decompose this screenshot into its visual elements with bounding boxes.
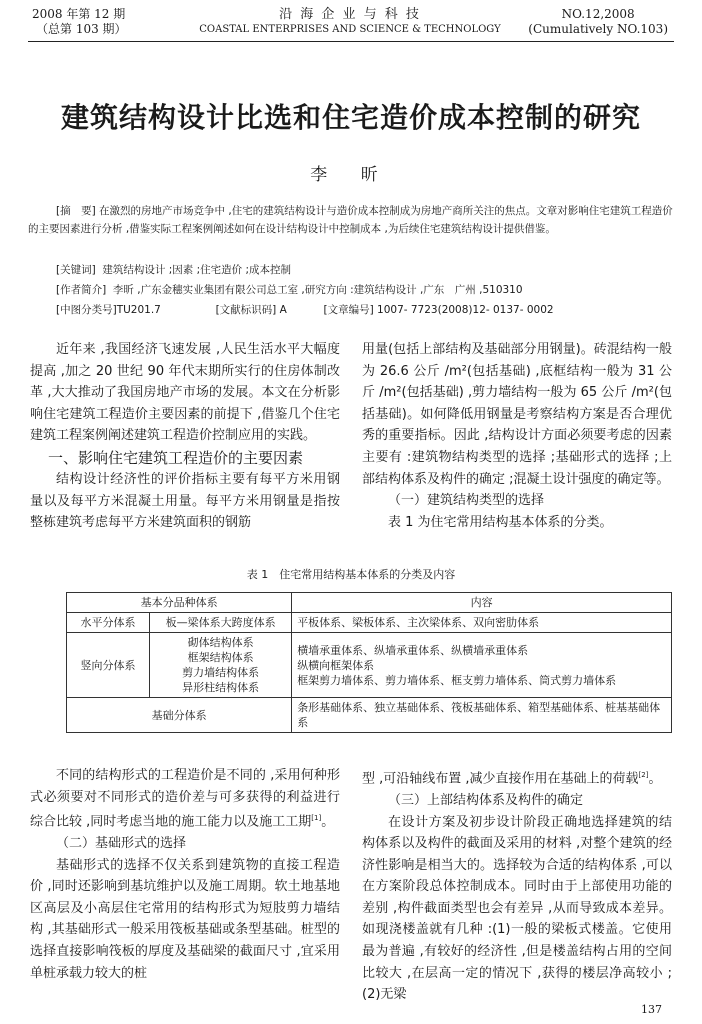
citation-1: [1] xyxy=(311,814,322,823)
abstract xyxy=(28,203,674,238)
intro-paragraph: 近年来 ,我国经济飞速发展 ,人民生活水平大幅度提高 ,加之 20 世纪 90 年代末期所实行的住房体制改革 ,大大推动了我国房地产市场的发展。本文在分析影响住宅建筑工程造价主要因素的前提下 ,借鉴几个住宅建筑工程案例阐述建筑工程造价控制应用的实践。 xyxy=(30,342,340,444)
paragraph: 表 1 为住宅常用结构基本体系的分类。 xyxy=(388,514,613,530)
left-column-top xyxy=(30,339,340,534)
table-row xyxy=(67,698,672,733)
table-header-row xyxy=(67,593,672,613)
paragraph: 在设计方案及初步设计阶段正确地选择建筑的结构体系以及构件的截面及采用的材料 ,对整个建筑的经济性影响是相当大的。选择较为合适的结构体系 ,可以在方案阶段总体控制成本。同时由于上部使用功能的差别 ,构件截面类型也会有差异 ,从而导致成本差异。如现浇楼盖就有几种 :(1)一般的梁板式楼盖。它使用最为普遍 ,有较好的经济性 ,但是楼盖结构占用的空间比较大 ,在层高一定的情况下 ,获得的楼层净高较小 ;(2)无梁 xyxy=(362,814,672,1003)
paragraph: 用量(包括上部结构及基础部分用钢量)。砖混结构一般为 26.6 公斤 /m²(包括基础) ,底框结构一般为 31 公斤 /m²(包括基础) ,剪力墙结构一般为 65 公斤 /m²(包括基础)。如何降低用钢量是考察结构方案是否合理优秀的重要指标。因此 ,结构设计方面必须要考虑的因素主要有 :建筑物结构类型的选择 ;基础形式的选择 ;上部结构体系及构件的确定 ;混凝土设计强度的确定等。 xyxy=(362,342,672,487)
abstract-text: 在激烈的房地产市场竞争中 ,住宅的建筑结构设计与造价成本控制成为房地产商所关注的焦点。文章对影响住宅建筑工程造价的主要因素进行分析 ,借鉴实际工程案例阐述如何在设计结构设计中控制成本 ,为后续住宅建筑结构设计提供借鉴。 xyxy=(28,205,673,235)
classification-info: [中图分类号]TU201.7 [文献标识码] A [文章编号] 1007- 7723(2008)12- 0137- 0002 xyxy=(56,304,554,316)
right-column-top xyxy=(362,339,672,533)
paragraph: 基础形式的选择不仅关系到建筑物的直接工程造价 ,同时还影响到基坑维护以及施工周期。软土地基地区高层及小高层住宅常用的结构形式为短肢剪力墙结构 ,其基础形式一般采用筏板基础或条型基础。桩型的选择直接影响筏板的厚度及基础梁的截面尺寸 ,宜采用单桩承载力较大的桩 xyxy=(30,857,340,981)
structure-table xyxy=(66,592,672,733)
table-header-cell: 基本分品种体系 xyxy=(67,593,292,613)
paragraph: 结构设计经济性的评价指标主要有每平方米用钢量以及每平方米混凝土用量。每平方米用钢量是指按整栋建筑考虑每平方米建筑面积的钢筋 xyxy=(30,471,340,531)
issue-label: 2008 年第 12 期 （总第 103 期） xyxy=(32,7,127,36)
table-cell: 水平分体系 xyxy=(67,613,150,633)
table-cell: 砌体结构体系 框架结构体系 剪力墙结构体系 异形柱结构体系 xyxy=(150,633,292,698)
table-cell: 横墙承重体系、纵墙承重体系、纵横墙承重体系 纵横向框架体系 框架剪力墙体系、剪力墙体系、框支剪力墙体系、筒式剪力墙体系 xyxy=(292,633,672,698)
author-info: [作者简介] 李昕 ,广东金穗实业集团有限公司总工室 ,研究方向 :建筑结构设计 ,广东 广州 ,510310 xyxy=(56,284,523,296)
citation-2: [2] xyxy=(638,771,649,779)
abstract-label: [摘 要] xyxy=(56,205,96,217)
table-row xyxy=(67,613,672,633)
table-cell: 板—梁体系大跨度体系 xyxy=(150,613,292,633)
section-heading-1: 一、影响住宅建筑工程造价的主要因素 xyxy=(48,448,304,467)
table-caption: 表 1 住宅常用结构基本体系的分类及内容 xyxy=(246,568,456,581)
subsection-heading-3: （三）上部结构体系及构件的确定 xyxy=(388,792,584,808)
subsection-heading-1: （一）建筑结构类型的选择 xyxy=(388,493,545,509)
subsection-heading-2: （二）基础形式的选择 xyxy=(56,836,187,852)
table-header-cell: 内容 xyxy=(292,593,672,613)
table-cell: 条形基础体系、独立基础体系、筏板基础体系、箱型基础体系、桩基基础体系 xyxy=(292,698,672,733)
table-row xyxy=(67,633,672,698)
journal-name: 沿 海 企 业 与 科 技 COASTAL ENTERPRISES AND SCIENCE & TECHNOLOGY xyxy=(199,7,501,35)
page-number: 137 xyxy=(641,1003,662,1016)
table-cell: 基础分体系 xyxy=(67,698,292,733)
header-rule xyxy=(28,41,674,42)
left-column-bottom xyxy=(30,765,340,984)
paragraph: 不同的结构形式的工程造价是不同的 ,采用何种形式必须要对不同形式的造价差与可多获得的利益进行综合比较 ,同时考虑当地的施工能力以及施工工期[1]。 xyxy=(30,768,340,830)
table-cell: 平板体系、梁板体系、主次梁体系、双向密肋体系 xyxy=(292,613,672,633)
table-cell: 竖向分体系 xyxy=(67,633,150,698)
article-title: 建筑结构设计比选和住宅造价成本控制的研究 xyxy=(60,101,641,134)
paragraph: 型 ,可沿轴线布置 ,减少直接作用在基础上的荷载[2]。 xyxy=(362,771,662,787)
keywords: [关键词] 建筑结构设计 ;因素 ;住宅造价 ;成本控制 xyxy=(56,264,292,276)
article-author: 李 昕 xyxy=(310,165,392,185)
issue-number: NO.12,2008 (Cumulatively NO.103) xyxy=(528,7,668,36)
right-column-bottom xyxy=(362,765,672,1006)
